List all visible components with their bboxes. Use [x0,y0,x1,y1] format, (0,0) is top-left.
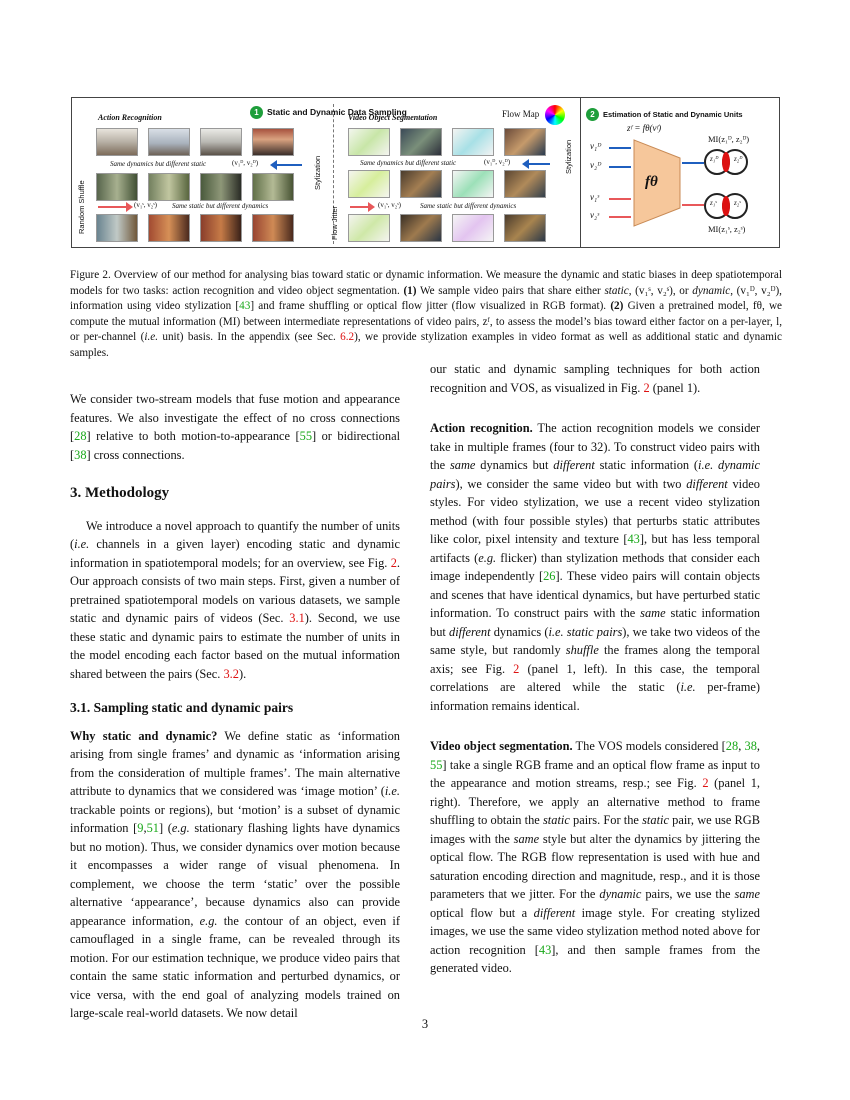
text: different [533,905,576,920]
blue-arrow-left [276,164,302,166]
figure-caption [70,268,782,362]
citation-link[interactable]: 43 [627,532,640,546]
text: The VOS models considered [ [572,739,726,753]
vos-dynamic-pair: (v₁ᴰ, v₂ᴰ) [484,158,511,166]
text: i.e. [698,458,714,472]
vos-flow-frame [452,214,494,242]
vos-frame [504,128,546,156]
panel2-header [586,104,743,122]
vos-same-dynamics-text: Same dynamics but different static [360,159,457,167]
caption-text: , (v₁ˢ, v₂ˢ), or [628,284,693,297]
figure-link[interactable]: 2 [513,661,520,676]
text: same [734,887,760,901]
action-recognition-label: Action Recognition [98,113,162,122]
stylization-label-ar: Stylization [313,155,322,190]
text: stationary flashing lights have dynamics but no motion). Thus, we consider dynamics over motion because it encompasses a wider range of visual phenomena. In complement, we choose the term ‘static’ over the possible alternative ‘appearance’, because dynamics also can provide appearance information, [70,821,400,928]
page-number: 3 [421,1017,429,1031]
vos-static-pair: (v₁ˢ, v₂ˢ) [378,201,402,209]
caption-italic: static [604,284,629,297]
random-shuffle-label: Random Shuffle [77,180,86,234]
arrow-v2s [609,216,631,218]
text: (panel 1, left). In this case, the temporal correlations are altered while the static ( [430,661,760,694]
text: dynamics ( [490,624,549,639]
vos-flow-frame [452,128,494,156]
caption-text: ), we provide stylization examples in video format as well as additional static and dynamic samples. [70,331,782,359]
text: i.e. [384,784,400,798]
citation-link[interactable]: 38 [74,447,87,462]
arrow-v1s [609,198,631,200]
arrow-out-s [682,204,704,206]
flow-map-label: Flow Map [502,109,540,119]
caption-text: unit) basis. In the appendix (see Sec. [158,331,341,344]
zf-equation: zᶠ = fθ(vᶠ) [627,123,662,133]
blue-arrow-left [528,163,550,165]
vos-flow-frame [348,128,390,156]
ar-frame [96,214,138,242]
text: We introduce a novel approach to quantify the number of units ( [70,518,400,551]
text: video styles. For video stylization, we use a recent video stylization method (with four possible styles) that perturbs static attributes like color, pixel intensity and texture [ [430,476,760,546]
text: pairs. For the [569,813,643,827]
citation-link[interactable]: 28 [74,429,87,443]
text: pairs, we use the [641,887,735,901]
text: We define static as ‘information arising from single frames’ and dynamic as ‘information arising from the consideration of multiple frames’. The main alternative attribute to dynamics that we considered was ‘image motion’ ( [70,728,400,798]
text: static information but [430,606,761,639]
text: style but alter the dynamics by jittering the optical flow. The RGB flow representation is used with hue and saturation encoding direction and magnitude, resp., and it is those parameters that we jitter. For the [430,831,760,901]
section-heading: 3. Methodology [70,485,170,501]
ar-frame [148,214,190,242]
ar-frame [96,128,138,156]
text: ), we consider the same video but with two [455,476,687,491]
citation-link[interactable]: 55 [299,429,313,443]
mi-dynamic: MI(z₁ᴰ, z₂ᴰ) [708,134,750,144]
citation-link[interactable]: 38 [744,739,757,753]
figure-link[interactable]: 2 [643,380,650,395]
red-arrow-right [98,206,126,208]
vos-label: Video Object Segmentation [348,113,438,122]
arrow-head [522,159,529,169]
figure-link[interactable]: 2 [702,776,709,790]
text: e.g. [171,821,190,835]
text: static information ( [594,458,699,472]
paragraph-heading: Why static and dynamic? [70,728,218,743]
venn-overlap [722,152,730,172]
text: We consider two-stream models that fuse motion and appearance features. We also investigate the effect of no cross connections [ [70,392,400,443]
text: e.g. [199,913,218,928]
ar-frame [200,173,242,201]
text: ]. These video pairs will contain objects and scenes that have identical dynamics, but have perturbed static information. To construct pairs with the [430,569,760,620]
caption-text: , (v₁ᴰ, v₂ᴰ), information using video stylization [ [70,284,782,313]
paragraph [70,517,400,684]
ar-same-static-text: Same static but different dynamics [172,202,269,210]
text: trackable points or regions), but ‘motion’ is a subset of dynamic information [ [70,802,400,835]
caption-text: We sample video pairs that share either [416,284,605,297]
text: ], and then sample frames from the generated video. [430,942,760,975]
text: dynamic [599,887,642,901]
flow-map-wheel [545,105,565,125]
section-link[interactable]: 6.2 [340,331,355,344]
caption-text: Given a pretrained model, fθ, we compute the mutual information (MI) between intermediate representations of video pairs, zᶠ, to assess the model’s bias toward either factor on a per-layer, l, or per-channel ( [70,300,783,344]
paragraph-heading: Action recognition. [430,421,533,435]
text: image style. For creating stylized images, we use the same video stylization method noted above for action recognition [ [430,905,761,957]
text: different [686,476,728,491]
arrow-head [270,160,277,170]
ar-frame [252,173,294,201]
arrow-head [126,202,133,212]
text: , [143,821,147,835]
ar-frame [200,128,242,156]
panel2-badge: 2 [586,108,599,121]
text: same [513,831,540,846]
ar-frame [96,173,138,201]
subsection-heading: 3.1. Sampling static and dynamic pairs [70,700,294,715]
text: ). Second, we use these static and dynamic pairs to estimate the number of units in the model encoding each factor based on the mutual information shared between the pairs (Sec. [70,611,400,681]
text: the contour of an object, even if camouflaged in a single frame, can be revealed through its motion. For our estimation technique, we produce video pairs that contain the same static information and perturbed dynamics, or vice versa, with the end goal of analyzing models trained on large-scale real-world datasets. We now detail [70,913,400,1020]
caption-label: Figure 2. [70,269,111,281]
section-link[interactable]: 3.2 [223,666,239,681]
left-column [70,390,400,1023]
citation-link[interactable]: 43 [239,300,251,313]
text: same [640,606,666,620]
vos-flow-frame [348,170,390,198]
vos-frame [400,214,442,242]
text: static [642,813,669,827]
text: our static and dynamic sampling techniques for both action recognition and VOS, as visualized in Fig. [430,362,760,395]
text: The action recognition models we consider take in multiple frames (four to 32). To construct video pairs with the [430,421,761,472]
right-column [430,360,760,978]
caption-text: ] and frame shuffling or optical flow jitter (flow visualized in RGB format). [250,300,611,313]
v2s-label: v₂ˢ [590,210,600,220]
text: different [449,624,491,639]
text: shuffle [565,643,599,657]
text: ] cross connections. [86,447,185,462]
panel1-title: Static and Dynamic Data Sampling [267,107,407,117]
vos-frame [504,214,546,242]
mi-static: MI(z₁ˢ, z₂ˢ) [708,224,746,234]
figure-link[interactable]: 2 [390,555,397,570]
vos-frame [400,170,442,198]
text: ). [238,666,247,681]
text: the frames along the temporal axis; see Fig. [430,643,760,676]
z1d-label: z₁ᴰ [710,155,719,163]
ar-static-pair: (v₁ˢ, v₂ˢ) [134,201,158,209]
text: ] relative to both motion-to-appearance [ [86,429,300,443]
arrow-out-d [682,162,704,164]
text: ], but has less temporal artifacts ( [430,532,760,565]
text: i.e. [548,624,564,639]
venn-overlap [722,196,730,216]
ar-same-dynamics-text: Same dynamics but different static [110,160,207,168]
text: channels in a given layer) encoding static and dynamic information in spatiotemporal models; for an overview, see Fig. [70,537,400,570]
text: i.e. [680,680,696,694]
text: same [449,458,476,472]
figure-2 [71,97,780,248]
stylization-label-vos: Stylization [564,139,573,174]
text: flicker) than stylization methods that consider each image independently [ [430,550,761,583]
text: different [553,458,595,472]
vos-same-static-text: Same static but different dynamics [420,202,517,210]
citation-link[interactable]: 26 [543,569,556,583]
text: , [756,739,760,753]
v1d-label: v₁ᴰ [590,141,602,151]
ar-frame [148,128,190,156]
text: , [738,739,745,753]
text: static pairs [563,624,623,639]
citation-link[interactable]: 28 [725,739,739,753]
text: ] ( [158,821,172,835]
text: (panel 1). [649,380,701,395]
text: dynamics but [475,458,554,472]
paragraph [430,419,760,715]
citation-link[interactable]: 43 [538,942,552,957]
citation-link[interactable]: 55 [430,757,443,772]
caption-text: Overview of our method for analysing bias toward static or dynamic information. We measure the dynamic and static biases in deep spatiotemporal models for two tasks: action recognition and video object segmentation. [70,269,782,297]
panel1-badge: 1 [250,106,263,119]
vos-flow-frame [452,170,494,198]
text: (panel 1, right). Therefore, we apply an alternative method to frame shuffling to obtain the [430,776,760,827]
z2d-label: z₂ᴰ [734,155,743,163]
text: per-frame) information remains identical. [430,680,761,713]
citation-link[interactable]: 9 [137,821,144,835]
paragraph [70,390,400,464]
paragraph [70,727,400,1023]
caption-italic: i.e. [144,331,159,344]
ar-frame [252,128,294,156]
vos-frame [400,128,442,156]
caption-bold: (2) [610,300,624,313]
paragraph [430,360,760,397]
text: ] or bidirectional [ [70,429,401,462]
text: . Our approach consists of two main steps. First, given a number of pretrained spatiotemporal models on various datasets, we sample static and dynamic pairs of videos (Sec. [70,555,400,625]
panel2-title: Estimation of Static and Dynamic Units [603,110,743,119]
text: ] take a single RGB frame and an optical flow frame as input to the appearance and motion streams, resp.; see Fig. [430,757,760,790]
ar-frame [252,214,294,242]
f-theta-label: fθ [645,174,658,190]
vos-frame [504,170,546,198]
text: ), we take two videos of the same style, but randomly [430,624,760,657]
v2d-label: v₂ᴰ [590,160,602,170]
vos-flow-frame [348,214,390,242]
text: i.e. [74,537,90,551]
z2s-label: z₂ˢ [734,199,741,207]
caption-italic: dynamic [692,284,731,297]
ar-frame [148,173,190,201]
caption-bold: (1) [403,284,417,297]
red-arrow-right [350,206,368,208]
text: e.g. [478,550,497,565]
paragraph-heading: Video object segmentation. [430,739,573,753]
text: optical flow but a [430,905,534,920]
v1s-label: v₁ˢ [590,192,600,202]
text: static [542,813,570,827]
panel-divider [580,98,581,247]
ar-frame [200,214,242,242]
z1s-label: z₁ˢ [710,199,717,207]
arrow-v2d [609,166,631,168]
paragraph [430,737,760,978]
ar-dynamic-pair: (v₁ᴰ, v₂ᴰ) [232,159,259,167]
flow-jitter-label: Flow Jitter [330,205,339,240]
arrow-v1d [609,147,631,149]
section-link[interactable]: 3.1 [289,611,305,625]
text: pair, we use RGB images with the [430,813,760,846]
arrow-head [368,202,375,212]
text: dynamic pairs [430,458,760,491]
citation-link[interactable]: 51 [146,821,159,835]
